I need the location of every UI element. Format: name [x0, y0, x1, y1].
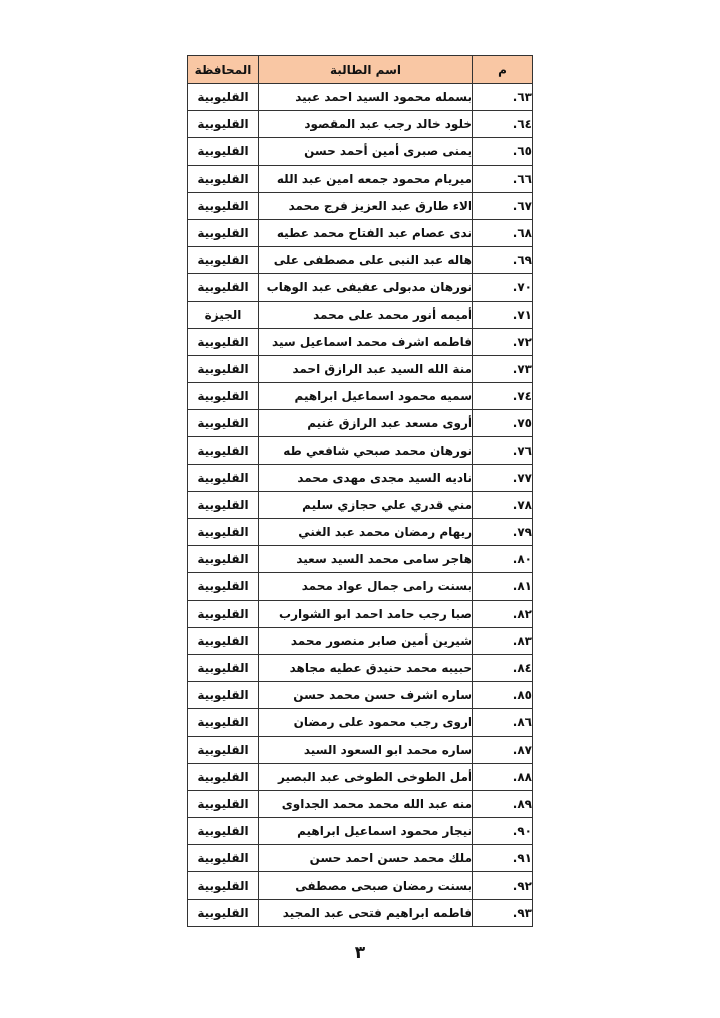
page-number: ٣	[354, 943, 366, 963]
student-name: ساره محمد ابو السعود السيد	[259, 736, 473, 763]
row-number: ٦٧.	[473, 192, 533, 219]
row-number: ٦٨.	[473, 219, 533, 246]
governorate-cell: القليوبية	[188, 845, 259, 872]
governorate-cell: القليوبية	[188, 627, 259, 654]
student-name: شيرين أمين صابر منصور محمد	[259, 627, 473, 654]
student-name: ريهام رمضان محمد عبد الغني	[259, 519, 473, 546]
governorate-cell: القليوبية	[188, 600, 259, 627]
row-number: ٧٦.	[473, 437, 533, 464]
table-row	[188, 247, 533, 274]
row-number: ٧١.	[473, 301, 533, 328]
table-row	[188, 736, 533, 763]
header-governorate: المحافظة	[188, 56, 259, 84]
table-header	[188, 56, 533, 84]
student-name: ناديه السيد مجدى مهدى محمد	[259, 464, 473, 491]
student-name: مني قدري علي حجازي سليم	[259, 491, 473, 518]
governorate-cell: القليوبية	[188, 763, 259, 790]
table-row	[188, 165, 533, 192]
table-row	[188, 872, 533, 899]
row-number: ٦٣.	[473, 84, 533, 111]
table-row	[188, 219, 533, 246]
table-row	[188, 491, 533, 518]
table-row	[188, 573, 533, 600]
row-number: ٨٦.	[473, 709, 533, 736]
student-name: نورهان مدبولى عفيفى عبد الوهاب	[259, 274, 473, 301]
row-number: ٨٥.	[473, 682, 533, 709]
governorate-cell: القليوبية	[188, 274, 259, 301]
governorate-cell: القليوبية	[188, 84, 259, 111]
governorate-cell: القليوبية	[188, 247, 259, 274]
table-row	[188, 301, 533, 328]
student-name: سميه محمود اسماعيل ابراهيم	[259, 383, 473, 410]
row-number: ٩١.	[473, 845, 533, 872]
student-name: ندى عصام عبد الفتاح محمد عطيه	[259, 219, 473, 246]
row-number: ٧٤.	[473, 383, 533, 410]
student-name: أميمه أنور محمد على محمد	[259, 301, 473, 328]
governorate-cell: القليوبية	[188, 654, 259, 681]
student-name: يمنى صبرى أمين أحمد حسن	[259, 138, 473, 165]
header-row	[188, 56, 533, 84]
governorate-cell: القليوبية	[188, 519, 259, 546]
table-row	[188, 410, 533, 437]
table-row	[188, 790, 533, 817]
row-number: ٨٩.	[473, 790, 533, 817]
governorate-cell: القليوبية	[188, 219, 259, 246]
row-number: ٧٢.	[473, 328, 533, 355]
student-name: حبيبه محمد حنيدق عطيه مجاهد	[259, 654, 473, 681]
student-name: الاء طارق عبد العزيز فرج محمد	[259, 192, 473, 219]
table-row	[188, 682, 533, 709]
student-name: صبا رجب حامد احمد ابو الشوارب	[259, 600, 473, 627]
governorate-cell: القليوبية	[188, 709, 259, 736]
table-row	[188, 600, 533, 627]
table-row	[188, 546, 533, 573]
student-name: منة الله السيد عبد الرازق احمد	[259, 355, 473, 382]
row-number: ٦٥.	[473, 138, 533, 165]
governorate-cell: القليوبية	[188, 682, 259, 709]
table-row	[188, 519, 533, 546]
student-name: بسنت رمضان صبحى مصطفى	[259, 872, 473, 899]
student-name: اروى رجب محمود على رمضان	[259, 709, 473, 736]
table-row	[188, 355, 533, 382]
table-row	[188, 138, 533, 165]
student-name: فاطمه ابراهيم فتحى عبد المجيد	[259, 899, 473, 926]
governorate-cell: الجيزة	[188, 301, 259, 328]
row-number: ٧٣.	[473, 355, 533, 382]
student-name: ملك محمد حسن احمد حسن	[259, 845, 473, 872]
row-number: ٦٩.	[473, 247, 533, 274]
governorate-cell: القليوبية	[188, 464, 259, 491]
student-name: ميريام محمود جمعه امين عبد الله	[259, 165, 473, 192]
governorate-cell: القليوبية	[188, 790, 259, 817]
table-row	[188, 464, 533, 491]
governorate-cell: القليوبية	[188, 328, 259, 355]
table-row	[188, 763, 533, 790]
table-row	[188, 627, 533, 654]
table-row	[188, 845, 533, 872]
table-row	[188, 899, 533, 926]
row-number: ٦٤.	[473, 111, 533, 138]
row-number: ٦٦.	[473, 165, 533, 192]
table-row	[188, 818, 533, 845]
row-number: ٩٣.	[473, 899, 533, 926]
governorate-cell: القليوبية	[188, 437, 259, 464]
row-number: ٨٢.	[473, 600, 533, 627]
table-row	[188, 383, 533, 410]
row-number: ٨٧.	[473, 736, 533, 763]
student-name: فاطمه اشرف محمد اسماعيل سيد	[259, 328, 473, 355]
row-number: ٧٧.	[473, 464, 533, 491]
table-body	[188, 84, 533, 927]
student-name: هاجر سامى محمد السيد سعيد	[259, 546, 473, 573]
row-number: ٨٤.	[473, 654, 533, 681]
student-name: منه عبد الله محمد محمد الجداوى	[259, 790, 473, 817]
governorate-cell: القليوبية	[188, 546, 259, 573]
governorate-cell: القليوبية	[188, 192, 259, 219]
governorate-cell: القليوبية	[188, 573, 259, 600]
student-name: ساره اشرف حسن محمد حسن	[259, 682, 473, 709]
row-number: ٨٣.	[473, 627, 533, 654]
row-number: ٩٠.	[473, 818, 533, 845]
table-row	[188, 709, 533, 736]
table-row	[188, 654, 533, 681]
table-row	[188, 111, 533, 138]
row-number: ٨٨.	[473, 763, 533, 790]
governorate-cell: القليوبية	[188, 383, 259, 410]
student-name: بسمله محمود السيد احمد عبيد	[259, 84, 473, 111]
table-row	[188, 274, 533, 301]
row-number: ٨١.	[473, 573, 533, 600]
governorate-cell: القليوبية	[188, 818, 259, 845]
row-number: ٧٥.	[473, 410, 533, 437]
governorate-cell: القليوبية	[188, 355, 259, 382]
table-row	[188, 84, 533, 111]
row-number: ٩٢.	[473, 872, 533, 899]
header-num: م	[473, 56, 533, 84]
row-number: ٧٩.	[473, 519, 533, 546]
governorate-cell: القليوبية	[188, 410, 259, 437]
row-number: ٨٠.	[473, 546, 533, 573]
students-table	[187, 55, 533, 927]
governorate-cell: القليوبية	[188, 736, 259, 763]
student-name: أروى مسعد عبد الرازق غنيم	[259, 410, 473, 437]
table-row	[188, 192, 533, 219]
governorate-cell: القليوبية	[188, 138, 259, 165]
governorate-cell: القليوبية	[188, 899, 259, 926]
governorate-cell: القليوبية	[188, 872, 259, 899]
student-name: بسنت رامى جمال عواد محمد	[259, 573, 473, 600]
table-row	[188, 328, 533, 355]
governorate-cell: القليوبية	[188, 111, 259, 138]
student-name: نيجار محمود اسماعيل ابراهيم	[259, 818, 473, 845]
student-name: خلود خالد رجب عبد المقصود	[259, 111, 473, 138]
student-name: نورهان محمد صبحي شافعي طه	[259, 437, 473, 464]
row-number: ٧٨.	[473, 491, 533, 518]
row-number: ٧٠.	[473, 274, 533, 301]
governorate-cell: القليوبية	[188, 165, 259, 192]
table-row	[188, 437, 533, 464]
student-name: هاله عبد النبى على مصطفى على	[259, 247, 473, 274]
student-name: أمل الطوخى الطوخى عبد البصير	[259, 763, 473, 790]
governorate-cell: القليوبية	[188, 491, 259, 518]
header-name: اسم الطالبة	[259, 56, 473, 84]
